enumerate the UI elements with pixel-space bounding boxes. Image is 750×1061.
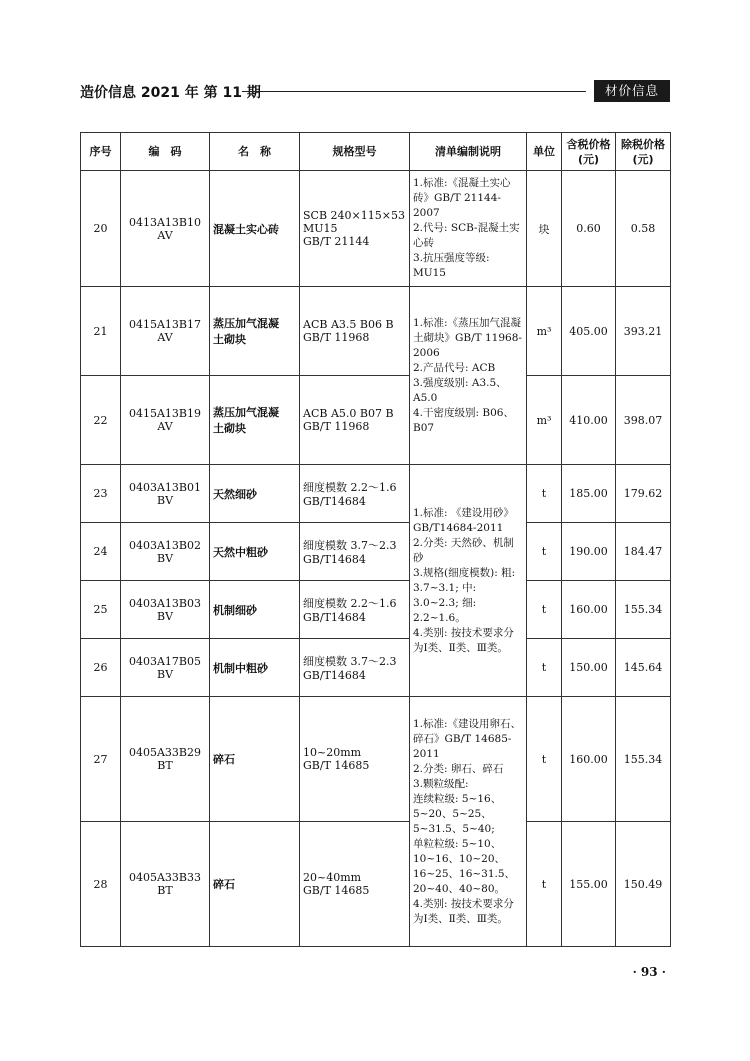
row-no: 28 (81, 822, 121, 947)
row-net: 150.49 (616, 822, 671, 947)
table-row (81, 639, 671, 697)
row-code: 0403A13B02 BV (121, 523, 210, 581)
row-name: 蒸压加气混凝 土砌块 (210, 376, 300, 465)
row-no: 25 (81, 581, 121, 639)
price-table (80, 132, 671, 947)
row-price: 410.00 (562, 376, 616, 465)
section-tag: 材价信息 (594, 80, 670, 102)
row-desc: 1.标准:《混凝土实心砖》GB/T 21144-2007 2.代号: SCB-混凝土实心砖 3.抗压强度等级: MU15 (410, 171, 527, 287)
col-header-spec: 规格型号 (300, 133, 410, 171)
row-code: 0415A13B17 AV (121, 287, 210, 376)
table-row (81, 822, 671, 947)
row-no: 23 (81, 465, 121, 523)
col-header-net: 除税价格(元) (616, 133, 671, 171)
table-row (81, 697, 671, 822)
col-header-name: 名 称 (210, 133, 300, 171)
row-code: 0405A33B29 BT (121, 697, 210, 822)
header-rule (242, 91, 586, 92)
row-price: 150.00 (562, 639, 616, 697)
row-spec: 细度模数 2.2～1.6 GB/T14684 (300, 465, 410, 523)
row-name: 碎石 (210, 697, 300, 822)
table-row (81, 465, 671, 523)
row-price: 160.00 (562, 697, 616, 822)
journal-title: 造价信息 2021 年 第 11 期 (80, 85, 261, 101)
page-header (80, 80, 670, 104)
col-header-code: 编 码 (121, 133, 210, 171)
row-spec: 细度模数 3.7～2.3 GB/T14684 (300, 639, 410, 697)
row-net: 0.58 (616, 171, 671, 287)
row-net: 393.21 (616, 287, 671, 376)
row-code: 0415A13B19 AV (121, 376, 210, 465)
row-price: 0.60 (562, 171, 616, 287)
row-no: 21 (81, 287, 121, 376)
row-net: 145.64 (616, 639, 671, 697)
row-net: 398.07 (616, 376, 671, 465)
page-number: · 93 · (632, 965, 666, 979)
table-row (81, 171, 671, 287)
row-price: 185.00 (562, 465, 616, 523)
col-header-desc: 清单编制说明 (410, 133, 527, 171)
row-code: 0403A17B05 BV (121, 639, 210, 697)
row-no: 27 (81, 697, 121, 822)
row-code: 0403A13B03 BV (121, 581, 210, 639)
row-code: 0403A13B01 BV (121, 465, 210, 523)
row-spec: ACB A5.0 B07 B GB/T 11968 (300, 376, 410, 465)
row-code: 0405A33B33 BT (121, 822, 210, 947)
row-name: 蒸压加气混凝 土砌块 (210, 287, 300, 376)
row-net: 184.47 (616, 523, 671, 581)
row-unit: 块 (527, 171, 562, 287)
row-name: 天然中粗砂 (210, 523, 300, 581)
row-spec: 细度模数 2.2～1.6 GB/T14684 (300, 581, 410, 639)
row-net: 179.62 (616, 465, 671, 523)
row-no: 24 (81, 523, 121, 581)
row-name: 天然细砂 (210, 465, 300, 523)
row-unit: t (527, 697, 562, 822)
row-unit: m³ (527, 376, 562, 465)
table-header-row (81, 133, 671, 171)
row-unit: t (527, 639, 562, 697)
row-desc: 1.标准: 《建设用砂》GB/T14684-2011 2.分类: 天然砂、机制砂 3.规格(细度模数): 粗: 3.7~3.1; 中: 3.0~2.3; 细: 2.2~1.6。 4.类别: 按技术要求分为Ⅰ类、Ⅱ类、Ⅲ类。 (410, 465, 527, 697)
table-row (81, 376, 671, 465)
row-unit: t (527, 523, 562, 581)
row-unit: m³ (527, 287, 562, 376)
row-code: 0413A13B10 AV (121, 171, 210, 287)
row-no: 20 (81, 171, 121, 287)
row-name: 机制中粗砂 (210, 639, 300, 697)
col-header-price: 含税价格(元) (562, 133, 616, 171)
row-spec: 细度模数 3.7～2.3 GB/T14684 (300, 523, 410, 581)
row-price: 155.00 (562, 822, 616, 947)
row-spec: SCB 240×115×53 MU15 GB/T 21144 (300, 171, 410, 287)
row-net: 155.34 (616, 697, 671, 822)
row-name: 碎石 (210, 822, 300, 947)
row-no: 26 (81, 639, 121, 697)
row-price: 190.00 (562, 523, 616, 581)
row-spec: 20~40mm GB/T 14685 (300, 822, 410, 947)
table-row (81, 523, 671, 581)
row-unit: t (527, 822, 562, 947)
table-row (81, 581, 671, 639)
row-name: 机制细砂 (210, 581, 300, 639)
row-desc: 1.标准:《蒸压加气混凝土砌块》GB/T 11968-2006 2.产品代号: ACB 3.强度级别: A3.5、A5.0 4.干密度级别: B06、B07 (410, 287, 527, 465)
row-no: 22 (81, 376, 121, 465)
row-price: 405.00 (562, 287, 616, 376)
row-unit: t (527, 465, 562, 523)
row-spec: ACB A3.5 B06 B GB/T 11968 (300, 287, 410, 376)
row-spec: 10~20mm GB/T 14685 (300, 697, 410, 822)
row-desc: 1.标准:《建设用卵石、碎石》GB/T 14685-2011 2.分类: 卵石、碎石 3.颗粒级配: 连续粒级: 5~16、5~20、5~25、5~31.5、5~40; 单粒粒级: 5~10、10~16、10~20、16~25、16~31.5、20~40、40~80。 4.类别: 按技术要求分为Ⅰ类、Ⅱ类、Ⅲ类。 (410, 697, 527, 947)
row-net: 155.34 (616, 581, 671, 639)
row-unit: t (527, 581, 562, 639)
table-row (81, 287, 671, 376)
col-header-no: 序号 (81, 133, 121, 171)
col-header-unit: 单位 (527, 133, 562, 171)
row-name: 混凝土实心砖 (210, 171, 300, 287)
row-price: 160.00 (562, 581, 616, 639)
